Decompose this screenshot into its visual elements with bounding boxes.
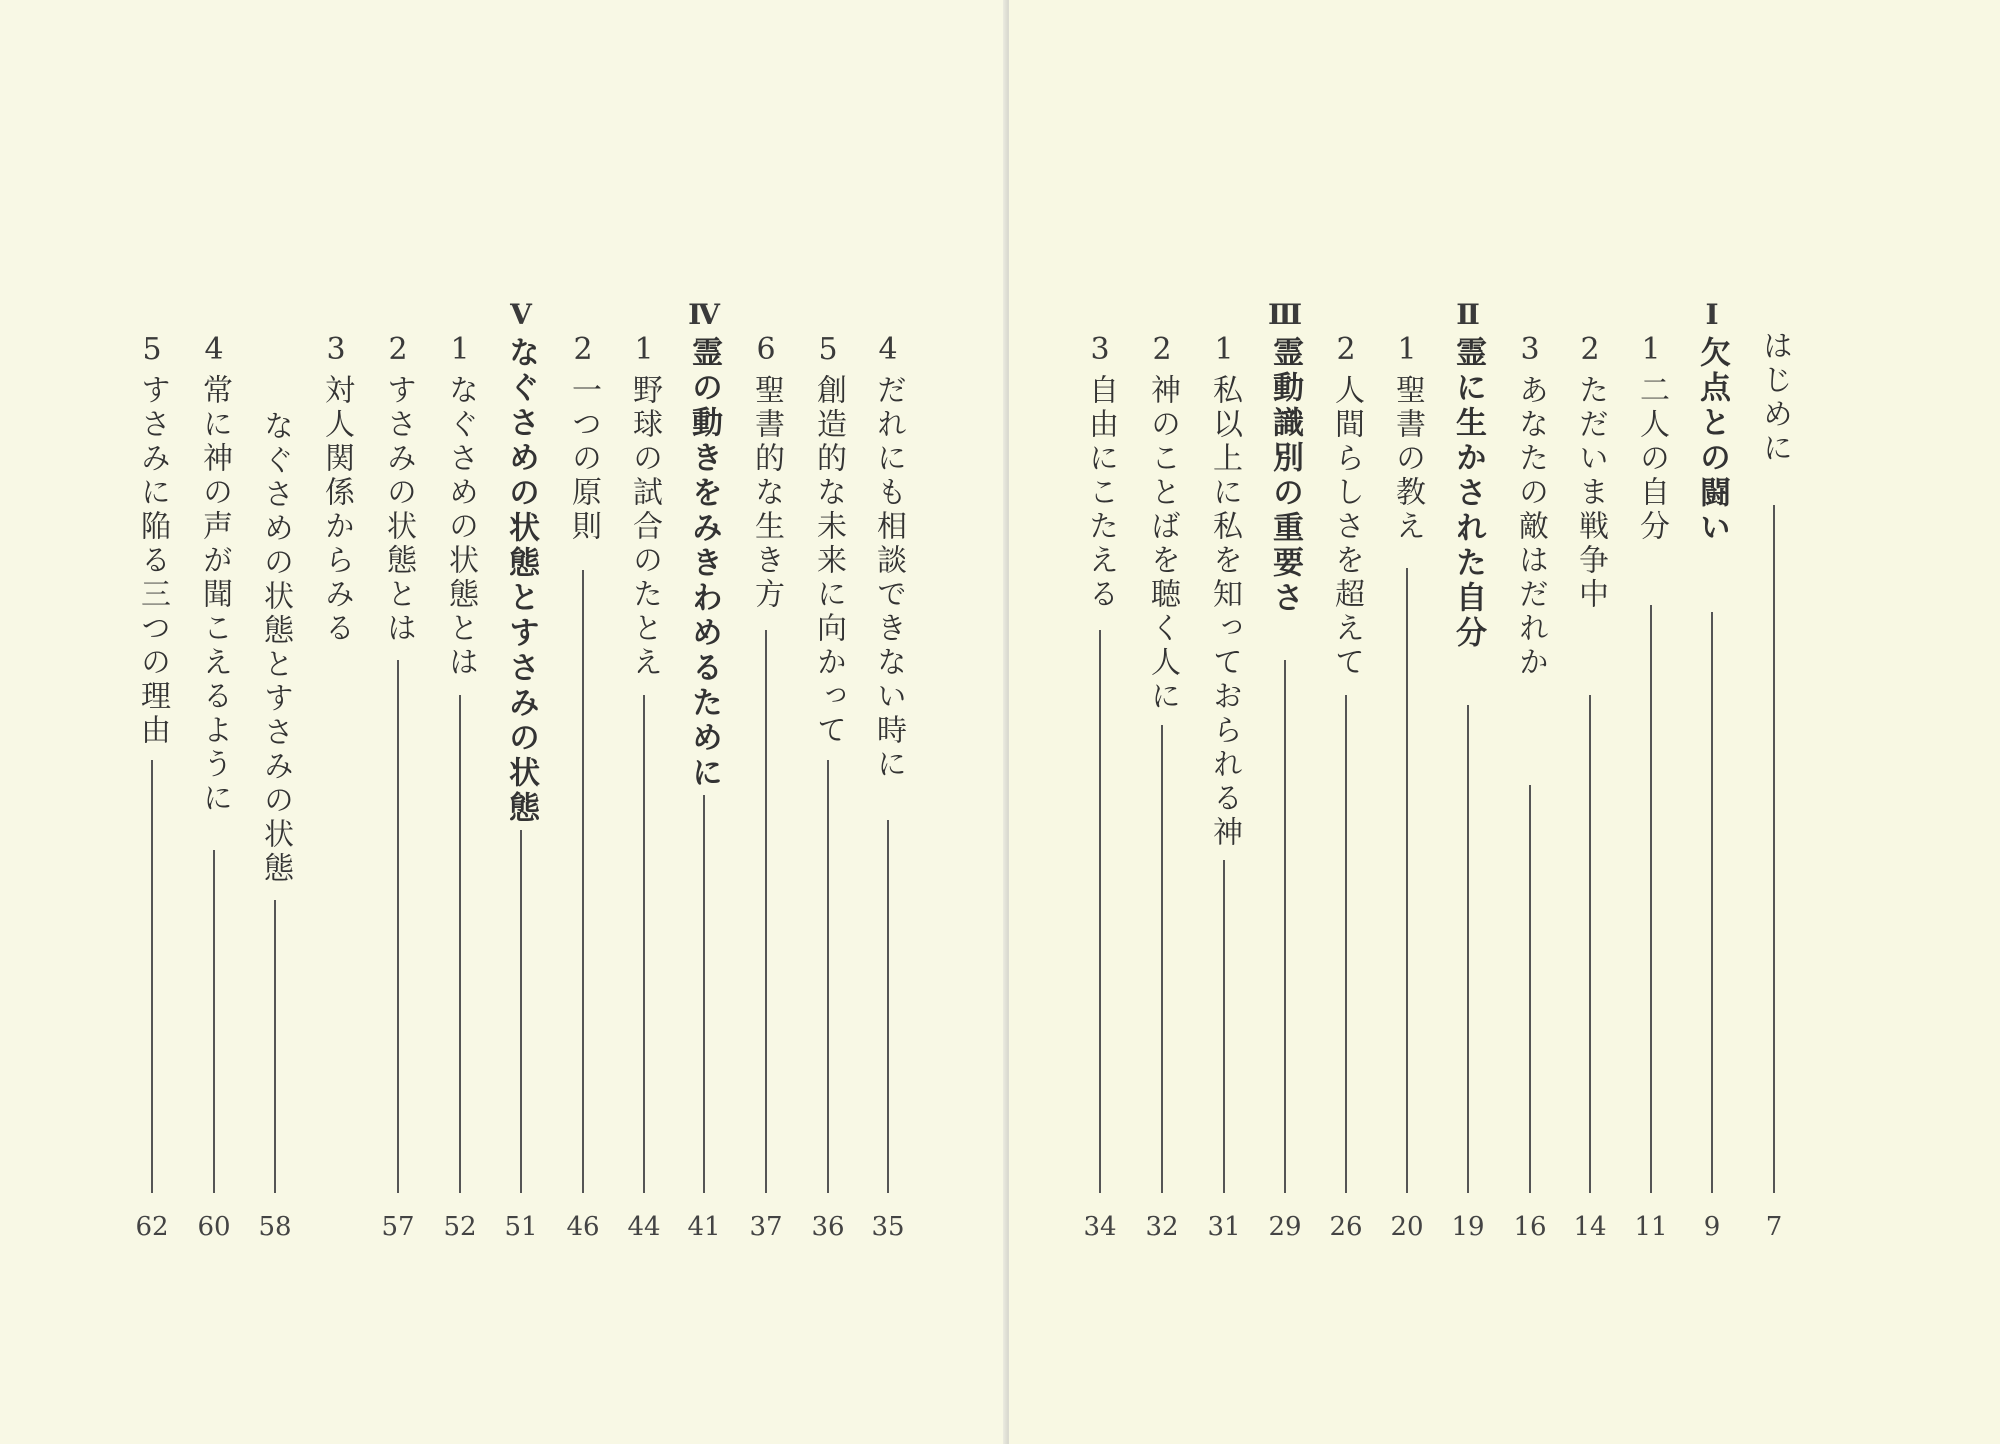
toc-entry-title: 野球の試合のたとえ	[627, 374, 662, 680]
entry-number: 4	[878, 332, 898, 367]
toc-entry[interactable]	[1629, 0, 1673, 1444]
leader-line	[1284, 660, 1286, 1193]
toc-entry-title: 聖書の教え	[1390, 374, 1425, 544]
toc-entry[interactable]	[314, 0, 358, 1444]
toc-chapter-title: 欠点との闘い	[1694, 336, 1730, 546]
toc-entry-title: だれにも相談できない時に	[871, 374, 906, 782]
leader-line	[1099, 630, 1101, 1193]
toc-page-number: 26	[1329, 1212, 1363, 1242]
toc-page-number: 62	[135, 1212, 169, 1242]
chapter-numeral: Ⅴ	[510, 298, 532, 331]
toc-entry[interactable]	[1140, 0, 1184, 1444]
chapter-numeral: Ⅰ	[1705, 298, 1719, 331]
toc-entry-title: 人間らしさを超えて	[1329, 374, 1364, 680]
leader-line	[274, 900, 276, 1193]
leader-line	[397, 660, 399, 1193]
toc-entry[interactable]	[1508, 0, 1552, 1444]
entry-number: 3	[326, 332, 346, 367]
toc-entry[interactable]	[806, 0, 850, 1444]
entry-number: 2	[1580, 332, 1600, 367]
toc-entry-introduction[interactable]	[1752, 0, 1796, 1444]
toc-page-number: 29	[1268, 1212, 1302, 1242]
toc-chapter-5[interactable]	[499, 0, 543, 1444]
toc-entry[interactable]	[622, 0, 666, 1444]
toc-chapter-title: なぐさめの状態とすさみの状態	[503, 336, 539, 826]
leader-line	[1711, 612, 1713, 1193]
toc-entry[interactable]	[744, 0, 788, 1444]
toc-entry[interactable]	[1202, 0, 1246, 1444]
toc-entry-title: 私以上に私を知っておられる神	[1207, 374, 1242, 850]
toc-entry[interactable]	[192, 0, 236, 1444]
chapter-numeral: Ⅲ	[1267, 298, 1303, 331]
entry-number: 2	[1152, 332, 1172, 367]
toc-entry-title: すさみに陥る三つの理由	[135, 374, 170, 748]
leader-line	[1650, 605, 1652, 1193]
entry-number: 1	[1397, 332, 1417, 367]
leader-line	[1223, 860, 1225, 1193]
toc-entry[interactable]	[1568, 0, 1612, 1444]
toc-entry-title: あなたの敵はだれか	[1513, 374, 1548, 680]
toc-page-number: 41	[687, 1212, 721, 1242]
toc-entry[interactable]	[1324, 0, 1368, 1444]
toc-chapter-title: 霊の動きをみきわめるために	[686, 336, 722, 791]
toc-page-number: 7	[1765, 1212, 1783, 1242]
toc-page-number: 32	[1145, 1212, 1179, 1242]
toc-page-number: 37	[749, 1212, 783, 1242]
entry-number: 3	[1520, 332, 1540, 367]
leader-line	[1406, 568, 1408, 1193]
toc-page-number: 36	[811, 1212, 845, 1242]
toc-entry-title: 常に神の声が聞こえるように	[197, 374, 232, 816]
leader-line	[765, 630, 767, 1193]
toc-entry-title: 対人関係からみる	[319, 374, 354, 646]
chapter-numeral: Ⅱ	[1456, 298, 1480, 331]
leader-line	[1589, 695, 1591, 1193]
toc-page-number: 35	[871, 1212, 905, 1242]
toc-chapter-title: 霊に生かされた自分	[1450, 336, 1486, 651]
leader-line	[1345, 695, 1347, 1193]
leader-line	[643, 695, 645, 1193]
entry-number: 2	[1336, 332, 1356, 367]
chapter-numeral: Ⅳ	[688, 298, 720, 331]
leader-line	[1161, 725, 1163, 1193]
toc-page-number: 46	[566, 1212, 600, 1242]
toc-chapter-title: 霊動識別の重要さ	[1267, 336, 1303, 616]
toc-page-number: 60	[197, 1212, 231, 1242]
toc-page-number: 11	[1634, 1212, 1668, 1242]
toc-entry[interactable]	[438, 0, 482, 1444]
toc-page-number: 44	[627, 1212, 661, 1242]
entry-number: 2	[573, 332, 593, 367]
toc-entry-title: 神のことばを聴く人に	[1145, 374, 1180, 714]
toc-page-number: 58	[258, 1212, 292, 1242]
entry-number: 5	[142, 332, 162, 367]
toc-page-number: 51	[504, 1212, 538, 1242]
entry-number: 1	[1214, 332, 1234, 367]
toc-entry-title: 聖書的な生き方	[749, 374, 784, 612]
entry-number: 4	[204, 332, 224, 367]
leader-line	[1773, 505, 1775, 1193]
toc-chapter-3[interactable]	[1263, 0, 1307, 1444]
leader-line	[887, 820, 889, 1193]
toc-entry[interactable]	[130, 0, 174, 1444]
toc-page-number: 52	[443, 1212, 477, 1242]
leader-line	[582, 570, 584, 1193]
toc-page-number: 20	[1390, 1212, 1424, 1242]
toc-page-number: 19	[1451, 1212, 1485, 1242]
toc-page-number: 16	[1513, 1212, 1547, 1242]
toc-entry-title: すさみの状態とは	[381, 374, 416, 646]
leader-line	[1529, 785, 1531, 1193]
toc-page-number: 31	[1207, 1212, 1241, 1242]
toc-entry-continued[interactable]	[253, 0, 297, 1444]
entry-number: 1	[450, 332, 470, 367]
toc-chapter-4[interactable]	[682, 0, 726, 1444]
toc-page-number: 34	[1083, 1212, 1117, 1242]
toc-entry-title: なぐさめの状態とは	[443, 374, 478, 680]
toc-page-number: 57	[381, 1212, 415, 1242]
toc-entry-title: 二人の自分	[1634, 374, 1669, 544]
entry-number: 6	[756, 332, 776, 367]
toc-entry[interactable]	[376, 0, 420, 1444]
toc-chapter-2[interactable]	[1446, 0, 1490, 1444]
toc-entry-title: 創造的な未来に向かって	[811, 374, 846, 748]
toc-entry[interactable]	[561, 0, 605, 1444]
toc-chapter-1[interactable]	[1690, 0, 1734, 1444]
toc-page-number: 9	[1703, 1212, 1721, 1242]
toc-page-number: 14	[1573, 1212, 1607, 1242]
toc-entry[interactable]	[866, 0, 910, 1444]
toc-entry-title: 一つの原則	[566, 374, 601, 544]
leader-line	[520, 830, 522, 1193]
entry-number: 1	[1641, 332, 1661, 367]
toc-entry[interactable]	[1385, 0, 1429, 1444]
leader-line	[1467, 705, 1469, 1193]
leader-line	[459, 695, 461, 1193]
toc-entry-title: 自由にこたえる	[1083, 374, 1118, 612]
entry-number: 5	[818, 332, 838, 367]
leader-line	[703, 795, 705, 1193]
leader-line	[151, 760, 153, 1193]
toc-entry-title: ただいま戦争中	[1573, 374, 1608, 612]
leader-line	[827, 760, 829, 1193]
toc-entry-title: はじめに	[1757, 330, 1792, 466]
entry-number: 3	[1090, 332, 1110, 367]
toc-entry-title: なぐさめの状態とすさみの状態	[258, 410, 293, 886]
entry-number: 2	[388, 332, 408, 367]
entry-number: 1	[634, 332, 654, 367]
leader-line	[213, 850, 215, 1193]
toc-entry[interactable]	[1078, 0, 1122, 1444]
